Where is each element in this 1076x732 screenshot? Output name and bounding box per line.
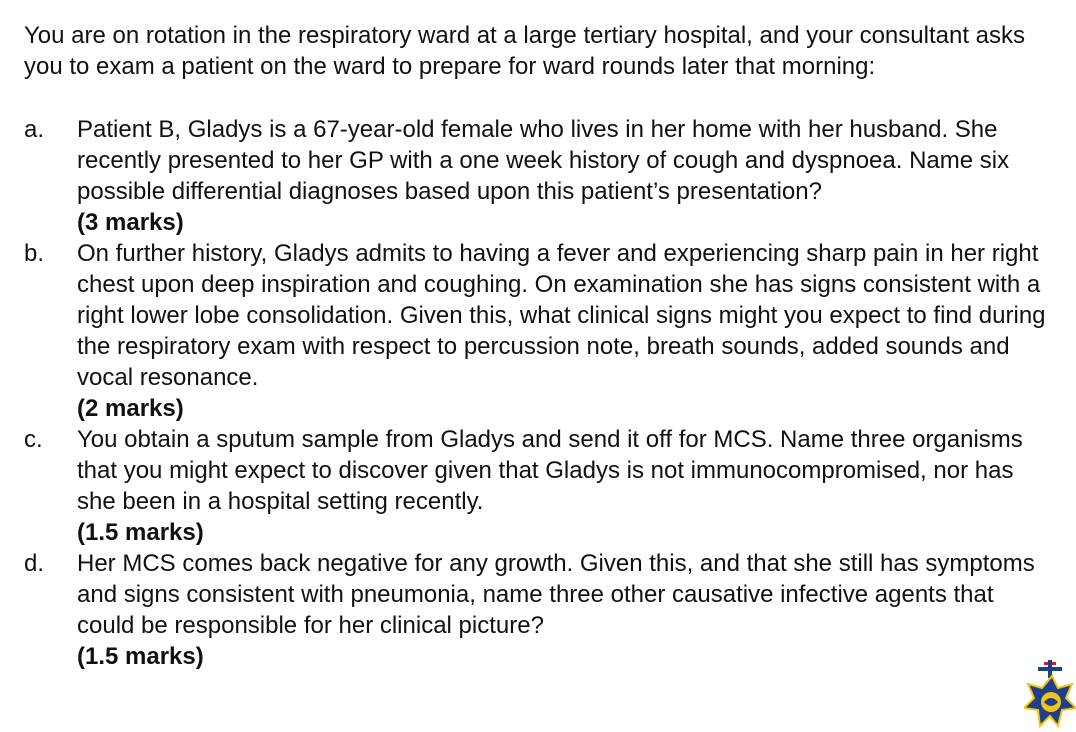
question-c	[24, 424, 1054, 548]
question-text: On further history, Gladys admits to having a fever and experiencing sharp pain in her right chest upon deep inspiration and coughing. On examination she has signs consistent with a right lower lobe consolidation. Given this, what clinical signs might you expect to find during the respiratory exam with respect to percussion note, breath sounds, added sounds and vocal resonance.	[77, 240, 1046, 391]
question-letter: d.	[24, 550, 45, 577]
question-marks: (1.5 marks)	[77, 643, 204, 670]
question-text: You obtain a sputum sample from Gladys and send it off for MCS. Name three organisms that you might expect to discover given that Gladys is not immunocompromised, nor has she been in a hospital setting recently.	[77, 426, 1023, 515]
intro-paragraph: You are on rotation in the respiratory ward at a large tertiary hospital, and your consultant asks you to exam a patient on the ward to prepare for ward rounds later that morning:	[24, 22, 1026, 80]
question-list	[24, 114, 1054, 672]
question-text: Her MCS comes back negative for any growth. Given this, and that she still has symptoms and signs consistent with pneumonia, name three other causative infective agents that could be responsible for her clinical picture?	[77, 550, 1035, 639]
question-a	[24, 114, 1054, 238]
question-b	[24, 238, 1054, 424]
question-d	[24, 548, 1054, 672]
question-letter: c.	[24, 426, 43, 453]
document-page	[24, 20, 1054, 672]
crest-logo-icon	[1024, 660, 1076, 732]
question-marks: (3 marks)	[77, 209, 184, 236]
question-marks: (1.5 marks)	[77, 519, 204, 546]
question-text: Patient B, Gladys is a 67-year-old female who lives in her home with her husband. She recently presented to her GP with a one week history of cough and dyspnoea. Name six possible differential diagnoses based upon this patient’s presentation?	[77, 116, 1010, 205]
question-letter: a.	[24, 116, 45, 143]
question-marks: (2 marks)	[77, 395, 184, 422]
crest-crossbar-icon	[1038, 667, 1062, 671]
question-letter: b.	[24, 240, 45, 267]
